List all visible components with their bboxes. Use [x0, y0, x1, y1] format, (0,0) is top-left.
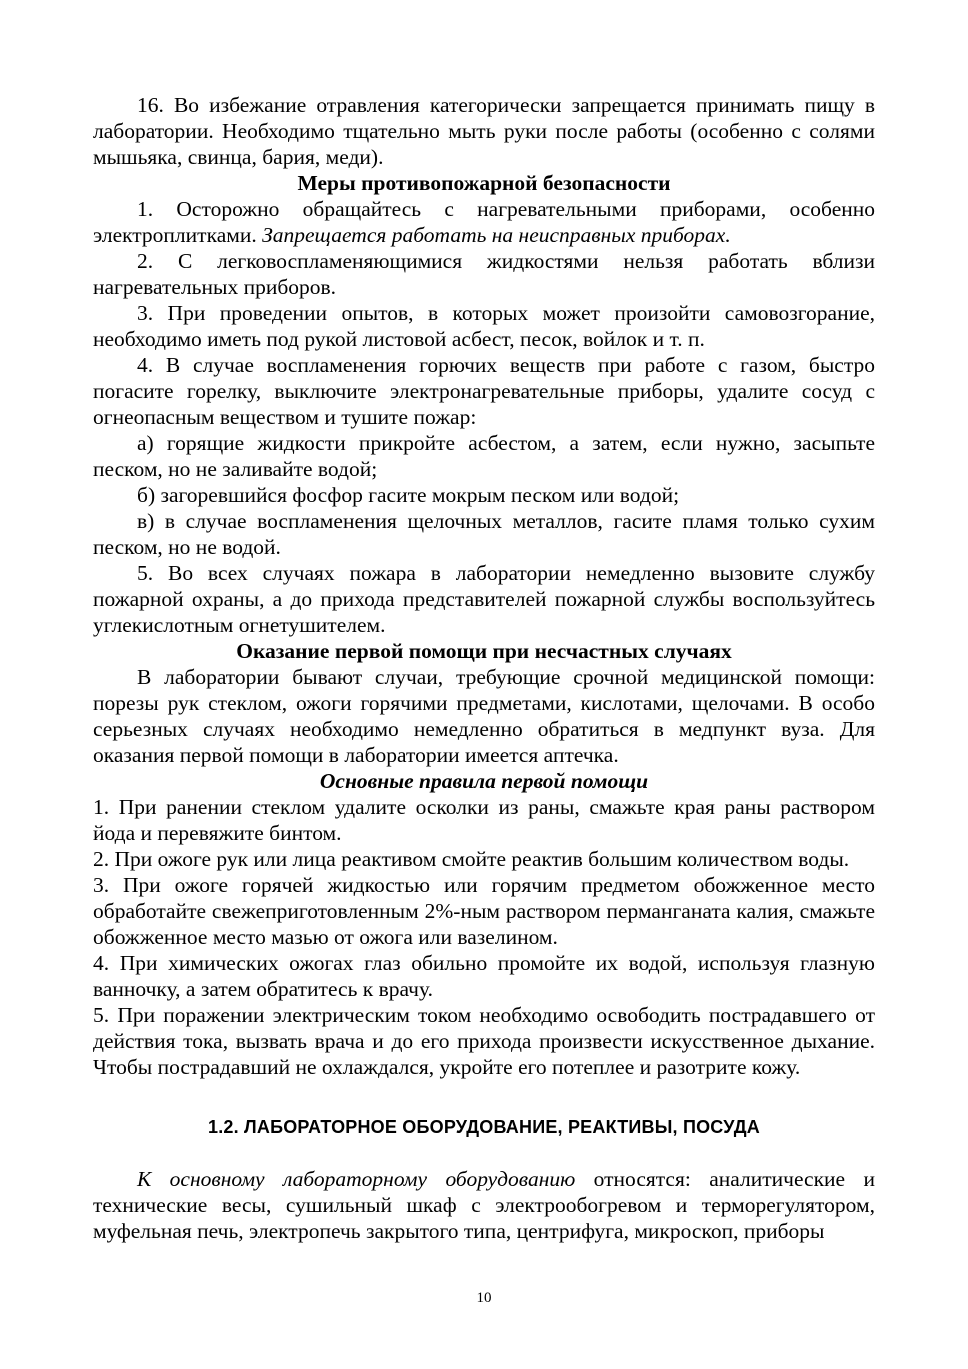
first-aid-intro: В лаборатории бывают случаи, требующие срочной медицинской помощи: порезы рук стеклом, ожоги горячими предметами, кислотами, щелочами. В особо серьезных случаях необходимо немедленно обратиться в медпункт вуза. Для оказания первой помощи в лаборатории имеется аптечка.: [93, 665, 875, 767]
first-aid-rule-2: 2. При ожоге рук или лица реактивом смойте реактив большим количеством воды.: [93, 847, 850, 871]
fire-item-4b: б) загоревшийся фосфор гасите мокрым песком или водой;: [137, 483, 680, 507]
first-aid-rules-heading: Основные правила первой помощи: [319, 769, 649, 793]
first-aid-rule-5: 5. При поражении электрическим током необходимо освободить пострадавшего от действия тока, вызвать врача и до его прихода произвести искусственное дыхание. Чтобы пострадавший не охлаждался, укройте его потеплее и разотрите кожу.: [93, 1003, 875, 1079]
first-aid-rule-1: 1. При ранении стеклом удалите осколки из раны, смажьте края раны раствором йода и перевяжите бинтом.: [93, 795, 875, 845]
equipment-intro-text: относятся: аналитические и технические весы, сушильный шкаф с электрообогревом и терморегулятором, муфельная печь, электропечь закрытого типа, центрифуга, микроскоп, приборы: [93, 1167, 875, 1243]
page-number: 10: [476, 1290, 492, 1306]
equipment-intro: [93, 1166, 875, 1244]
fire-item-4: 4. В случае воспламенения горючих веществ при работе с газом, быстро погасите горелку, выключите электронагревательные приборы, удалите сосуд с огнеопасным веществом и тушите пожар:: [93, 353, 875, 429]
fire-item-1-text: 1. Осторожно обращайтесь с нагревательными приборами, особенно электроплитками.: [93, 197, 875, 247]
fire-item-3: 3. При проведении опытов, в которых может произойти самовозгорание, необходимо иметь под рукой листовой асбест, песок, войлок и т. п.: [93, 301, 875, 351]
fire-item-4c: в) в случае воспламенения щелочных металлов, гасите пламя только сухим песком, но не водой.: [93, 509, 875, 559]
first-aid-rule-3: 3. При ожоге горячей жидкостью или горячим предметом обожженное место обработайте свежеприготовленным 2%-ным раствором перманганата калия, смажьте обожженное место мазью от ожога или вазелином.: [93, 873, 875, 949]
paragraph-16: 16. Во избежание отравления категорически запрещается принимать пищу в лаборатории. Необходимо тщательно мыть руки после работы (особенно с солями мышьяка, свинца, бария, меди).: [93, 93, 875, 169]
fire-item-1: [93, 196, 875, 248]
equipment-intro-italic: К основному лабораторному оборудованию: [137, 1167, 576, 1191]
section-title-1-2: 1.2. ЛАБОРАТОРНОЕ ОБОРУДОВАНИЕ, РЕАКТИВЫ, ПОСУДА: [208, 1117, 760, 1137]
fire-item-1-italic: Запрещается работать на неисправных приборах.: [262, 223, 731, 247]
fire-safety-heading: Меры противопожарной безопасности: [297, 171, 671, 195]
fire-item-5: 5. Во всех случаях пожара в лаборатории немедленно вызовите службу пожарной охраны, а до прихода представителей пожарной службы воспользуйтесь углекислотным огнетушителем.: [93, 561, 875, 637]
fire-item-2: 2. С легковоспламеняющимися жидкостями нельзя работать вблизи нагревательных приборов.: [93, 249, 875, 299]
page-content: [93, 92, 875, 1244]
fire-item-4a: а) горящие жидкости прикройте асбестом, а затем, если нужно, засыпьте песком, но не заливайте водой;: [93, 431, 875, 481]
first-aid-heading: Оказание первой помощи при несчастных случаях: [236, 639, 732, 663]
first-aid-rule-4: 4. При химических ожогах глаз обильно промойте их водой, используя глазную ванночку, а затем обратитесь к врачу.: [93, 951, 875, 1001]
